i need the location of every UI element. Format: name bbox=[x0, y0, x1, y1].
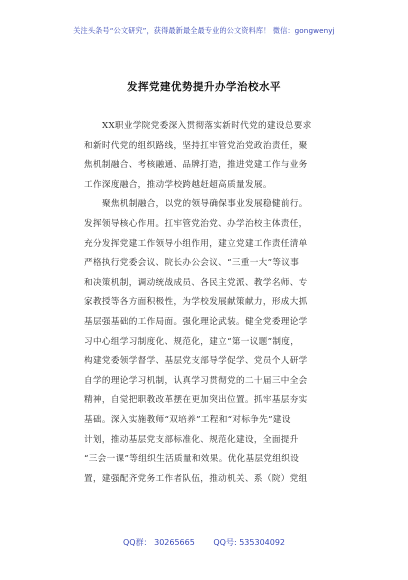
body-line: 基层强基础的工作局面。强化理论武装。健全党委理论学 bbox=[84, 316, 308, 327]
body-line: 聚焦机制融合，以党的领导确保事业发展稳健前行。 bbox=[102, 199, 308, 210]
body-line: 置，建强配齐党务工作者队伍，推动机关、系（院）党组 bbox=[84, 473, 308, 484]
body-line: 发挥领导核心作用。扛牢管党治党、办学治校主体责任， bbox=[84, 218, 308, 229]
footer-contacts bbox=[0, 537, 408, 548]
body-line: 严格执行党委会议、院长办公会议、“三重一大”等议事 bbox=[84, 258, 300, 269]
body-line: 工作深度融合，推动学校跨越赶超高质量发展。 bbox=[84, 179, 272, 190]
body-line: 计划，推动基层党支部标准化、规范化建设，全面提升 bbox=[84, 434, 299, 445]
footer-qq-number: QQ号: 535304092 bbox=[213, 538, 286, 547]
body-line: “三会一课”等组织生活质量和效果。优化基层党组织设 bbox=[84, 454, 300, 465]
body-line: 自学的理论学习机制，认真学习贯彻党的二十届三中全会 bbox=[84, 375, 308, 386]
body-line: 和决策机制，调动统战成员、各民主党派、教学名师、专 bbox=[84, 277, 308, 288]
body-line: 构建党委领学督学、基层党支部导学促学、党员个人研学 bbox=[84, 356, 308, 367]
footer-qq-group: QQ群： 30265665 bbox=[122, 538, 195, 547]
body-line: 习中心组学习制度化、规范化，建立“第一议题”制度， bbox=[84, 336, 300, 347]
document-title: 发挥党建优势提升办学治校水平 bbox=[127, 81, 281, 93]
document-body bbox=[84, 117, 348, 489]
body-line: 和新时代党的组织路线，坚持扛牢管党治党政治责任，聚 bbox=[84, 140, 308, 151]
body-line: 精神，自觉把职教改革摆在更加突出位置。抓牢基层夯实 bbox=[84, 395, 308, 406]
body-line: 充分发挥党建工作领导小组作用，建立党建工作责任清单 bbox=[84, 238, 308, 249]
header-banner: 关注头条号“公文研究”，获得最新最全最专业的公文资料库！ 微信：gongwenyj bbox=[73, 26, 335, 35]
body-line: 基础。深入实施教师“双培养”工程和“对标争先”建设 bbox=[84, 414, 291, 425]
body-line: XX职业学院党委深入贯彻落实新时代党的建设总要求 bbox=[102, 121, 312, 131]
body-line: 焦机制融合、考核融通、品牌打造，推进党建工作与业务 bbox=[84, 160, 308, 171]
body-line: 家教授等各方面积极性，为学校发展献策献力，形成大抓 bbox=[84, 297, 308, 308]
